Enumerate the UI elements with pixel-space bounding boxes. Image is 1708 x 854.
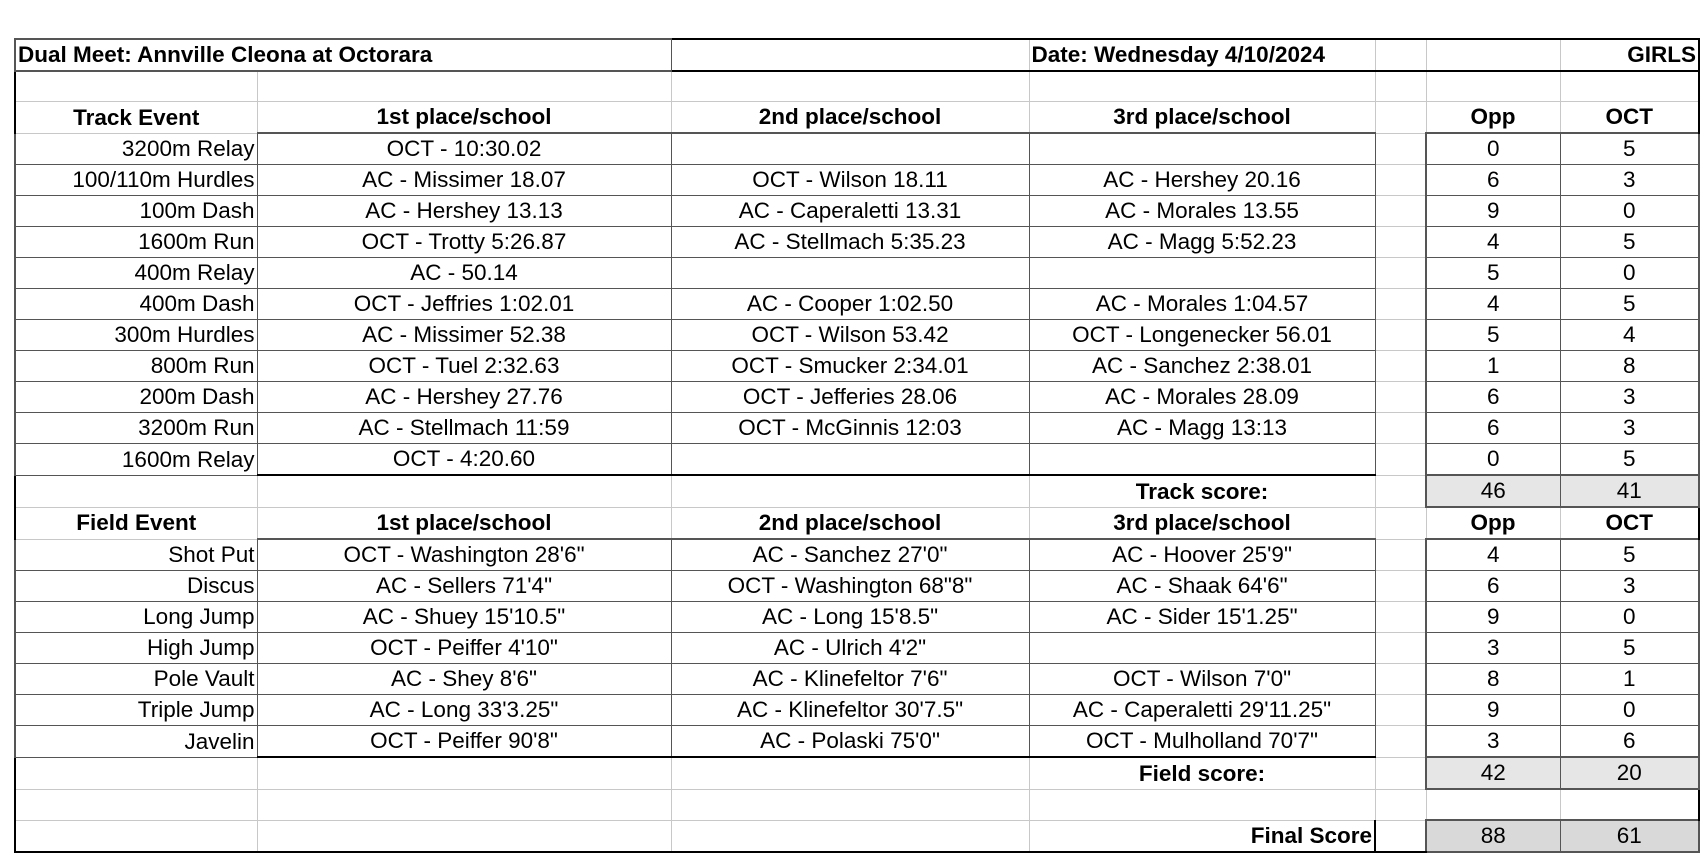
final-gap-cell (1375, 820, 1426, 852)
track-second-place: OCT - Wilson 18.11 (671, 165, 1029, 196)
track-gap-cell (1375, 413, 1426, 444)
field-opp-points: 9 (1426, 602, 1560, 633)
score-blank-cell (257, 757, 671, 789)
spacer-cell (671, 789, 1029, 820)
track-gap-cell (1375, 444, 1426, 476)
track-third-place: AC - Magg 5:52.23 (1029, 227, 1375, 258)
track-result-row (15, 165, 1699, 196)
track-gap-cell (1375, 320, 1426, 351)
field-third-header: 3rd place/school (1029, 507, 1375, 539)
spacer-cell (1029, 789, 1375, 820)
field-oct-points: 0 (1560, 695, 1699, 726)
track-first-place: OCT - Trotty 5:26.87 (257, 227, 671, 258)
track-third-place: AC - Hershey 20.16 (1029, 165, 1375, 196)
field-first-place: AC - Sellers 71'4" (257, 571, 671, 602)
track-event-header: Track Event (15, 102, 257, 134)
field-event-name: Pole Vault (15, 664, 257, 695)
track-event-name: 300m Hurdles (15, 320, 257, 351)
field-gap-cell (1375, 664, 1426, 695)
title-blank-cell (1375, 39, 1426, 71)
track-second-place: OCT - Jefferies 28.06 (671, 382, 1029, 413)
field-second-place: AC - Klinefeltor 7'6" (671, 664, 1029, 695)
final-score-label: Final Score (1029, 820, 1375, 852)
spacer-cell (15, 71, 257, 102)
field-header-row (15, 507, 1699, 539)
spacer-cell (1375, 71, 1426, 102)
field-opp-points: 6 (1426, 571, 1560, 602)
track-opp-points: 1 (1426, 351, 1560, 382)
track-event-name: 1600m Relay (15, 444, 257, 476)
field-second-place: AC - Klinefeltor 30'7.5" (671, 695, 1029, 726)
field-event-name: Long Jump (15, 602, 257, 633)
track-event-name: 100m Dash (15, 196, 257, 227)
track-gap-cell (1375, 196, 1426, 227)
division-label: GIRLS (1560, 39, 1699, 71)
track-result-row (15, 289, 1699, 320)
field-opp-points: 3 (1426, 726, 1560, 758)
field-gap-cell (1375, 539, 1426, 571)
field-score-label: Field score: (1029, 757, 1375, 789)
track-result-row (15, 227, 1699, 258)
field-second-place: OCT - Washington 68"8" (671, 571, 1029, 602)
track-first-place: AC - 50.14 (257, 258, 671, 289)
field-first-place: AC - Shuey 15'10.5" (257, 602, 671, 633)
track-result-row (15, 258, 1699, 289)
spacer-cell (257, 71, 671, 102)
results-table (14, 38, 1700, 853)
track-result-row (15, 351, 1699, 382)
track-first-place: AC - Stellmach 11:59 (257, 413, 671, 444)
track-second-place (671, 258, 1029, 289)
field-gap-cell (1375, 726, 1426, 758)
track-opp-points: 4 (1426, 289, 1560, 320)
field-event-name: Javelin (15, 726, 257, 758)
track-opp-points: 6 (1426, 382, 1560, 413)
track-second-place: AC - Caperaletti 13.31 (671, 196, 1029, 227)
field-first-header: 1st place/school (257, 507, 671, 539)
track-second-place: AC - Stellmach 5:35.23 (671, 227, 1029, 258)
field-third-place: OCT - Mulholland 70'7" (1029, 726, 1375, 758)
track-third-place (1029, 133, 1375, 165)
field-score-opp: 42 (1426, 757, 1560, 789)
track-third-place (1029, 258, 1375, 289)
track-first-place: AC - Hershey 27.76 (257, 382, 671, 413)
track-third-place: AC - Sanchez 2:38.01 (1029, 351, 1375, 382)
title-row (15, 39, 1699, 71)
field-gap-cell (1375, 571, 1426, 602)
field-oct-points: 3 (1560, 571, 1699, 602)
spacer-cell (15, 789, 257, 820)
track-result-row (15, 444, 1699, 476)
field-score-oct: 20 (1560, 757, 1699, 789)
track-gap-cell (1375, 133, 1426, 165)
field-result-row (15, 695, 1699, 726)
final-blank-cell (671, 820, 1029, 852)
track-oct-points: 0 (1560, 258, 1699, 289)
track-third-place: OCT - Longenecker 56.01 (1029, 320, 1375, 351)
track-first-place: AC - Missimer 18.07 (257, 165, 671, 196)
track-score-opp: 46 (1426, 475, 1560, 507)
track-oct-points: 5 (1560, 444, 1699, 476)
field-first-place: OCT - Washington 28'6" (257, 539, 671, 571)
field-opp-points: 8 (1426, 664, 1560, 695)
final-score-row (15, 820, 1699, 852)
track-gap-cell (1375, 351, 1426, 382)
field-result-row (15, 633, 1699, 664)
track-event-name: 1600m Run (15, 227, 257, 258)
final-blank-cell (15, 820, 257, 852)
track-opp-points: 0 (1426, 133, 1560, 165)
field-oct-points: 6 (1560, 726, 1699, 758)
track-oct-header: OCT (1560, 102, 1699, 134)
spacer-cell (1426, 71, 1560, 102)
track-first-place: AC - Hershey 13.13 (257, 196, 671, 227)
track-oct-points: 4 (1560, 320, 1699, 351)
field-first-place: AC - Long 33'3.25" (257, 695, 671, 726)
field-result-row (15, 602, 1699, 633)
track-second-place: OCT - Smucker 2:34.01 (671, 351, 1029, 382)
track-oct-points: 3 (1560, 413, 1699, 444)
field-result-row (15, 539, 1699, 571)
score-blank-cell (15, 757, 257, 789)
track-oct-points: 5 (1560, 289, 1699, 320)
field-event-name: Shot Put (15, 539, 257, 571)
field-second-header: 2nd place/school (671, 507, 1029, 539)
track-event-name: 400m Relay (15, 258, 257, 289)
score-gap-cell (1375, 475, 1426, 507)
track-score-label: Track score: (1029, 475, 1375, 507)
field-event-name: High Jump (15, 633, 257, 664)
score-blank-cell (671, 757, 1029, 789)
field-third-place: AC - Shaak 64'6" (1029, 571, 1375, 602)
track-third-place: AC - Morales 28.09 (1029, 382, 1375, 413)
field-first-place: AC - Shey 8'6" (257, 664, 671, 695)
track-opp-points: 5 (1426, 320, 1560, 351)
track-result-row (15, 133, 1699, 165)
header-gap-cell (1375, 102, 1426, 134)
track-event-name: 3200m Run (15, 413, 257, 444)
track-score-oct: 41 (1560, 475, 1699, 507)
track-event-name: 200m Dash (15, 382, 257, 413)
track-first-header: 1st place/school (257, 102, 671, 134)
track-event-name: 800m Run (15, 351, 257, 382)
track-oct-points: 3 (1560, 165, 1699, 196)
spacer-cell (1375, 789, 1426, 820)
track-first-place: OCT - Jeffries 1:02.01 (257, 289, 671, 320)
track-oct-points: 0 (1560, 196, 1699, 227)
field-event-name: Discus (15, 571, 257, 602)
track-result-row (15, 382, 1699, 413)
track-opp-points: 6 (1426, 165, 1560, 196)
track-second-header: 2nd place/school (671, 102, 1029, 134)
final-score-opp: 88 (1426, 820, 1560, 852)
spacer-cell (1426, 789, 1560, 820)
track-opp-points: 4 (1426, 227, 1560, 258)
track-gap-cell (1375, 382, 1426, 413)
field-opp-points: 3 (1426, 633, 1560, 664)
field-third-place: AC - Hoover 25'9" (1029, 539, 1375, 571)
final-blank-cell (257, 820, 671, 852)
field-third-place: AC - Sider 15'1.25" (1029, 602, 1375, 633)
field-oct-points: 5 (1560, 539, 1699, 571)
track-oct-points: 3 (1560, 382, 1699, 413)
score-blank-cell (671, 475, 1029, 507)
field-gap-cell (1375, 633, 1426, 664)
results-body (15, 39, 1699, 852)
field-oct-header: OCT (1560, 507, 1699, 539)
meet-date: Date: Wednesday 4/10/2024 (1029, 39, 1375, 71)
field-opp-points: 9 (1426, 695, 1560, 726)
track-event-name: 400m Dash (15, 289, 257, 320)
track-opp-points: 9 (1426, 196, 1560, 227)
track-event-name: 100/110m Hurdles (15, 165, 257, 196)
track-opp-points: 5 (1426, 258, 1560, 289)
field-oct-points: 0 (1560, 602, 1699, 633)
field-opp-points: 4 (1426, 539, 1560, 571)
track-first-place: OCT - Tuel 2:32.63 (257, 351, 671, 382)
title-blank-cell (1426, 39, 1560, 71)
track-result-row (15, 320, 1699, 351)
field-gap-cell (1375, 602, 1426, 633)
track-third-place: AC - Morales 1:04.57 (1029, 289, 1375, 320)
spacer-cell (1560, 71, 1699, 102)
score-blank-cell (257, 475, 671, 507)
field-second-place: AC - Sanchez 27'0" (671, 539, 1029, 571)
field-third-place: AC - Caperaletti 29'11.25" (1029, 695, 1375, 726)
track-result-row (15, 196, 1699, 227)
track-gap-cell (1375, 165, 1426, 196)
track-first-place: OCT - 10:30.02 (257, 133, 671, 165)
track-third-place (1029, 444, 1375, 476)
meet-title: Dual Meet: Annville Cleona at Octorara (15, 39, 671, 71)
spacer-cell (257, 789, 671, 820)
field-second-place: AC - Polaski 75'0" (671, 726, 1029, 758)
field-opp-header: Opp (1426, 507, 1560, 539)
field-first-place: OCT - Peiffer 4'10" (257, 633, 671, 664)
title-blank-cell (671, 39, 1029, 71)
spacer-cell (1560, 789, 1699, 820)
score-blank-cell (15, 475, 257, 507)
track-score-row (15, 475, 1699, 507)
track-oct-points: 5 (1560, 133, 1699, 165)
field-result-row (15, 726, 1699, 758)
track-second-place: AC - Cooper 1:02.50 (671, 289, 1029, 320)
field-third-place (1029, 633, 1375, 664)
field-oct-points: 1 (1560, 664, 1699, 695)
final-score-oct: 61 (1560, 820, 1699, 852)
spacer-row (15, 789, 1699, 820)
track-opp-header: Opp (1426, 102, 1560, 134)
meet-results-sheet (14, 38, 1700, 853)
header-gap-cell (1375, 507, 1426, 539)
spacer-row (15, 71, 1699, 102)
track-first-place: OCT - 4:20.60 (257, 444, 671, 476)
field-event-header: Field Event (15, 507, 257, 539)
field-oct-points: 5 (1560, 633, 1699, 664)
field-gap-cell (1375, 695, 1426, 726)
track-event-name: 3200m Relay (15, 133, 257, 165)
field-second-place: AC - Ulrich 4'2" (671, 633, 1029, 664)
field-first-place: OCT - Peiffer 90'8" (257, 726, 671, 758)
field-result-row (15, 664, 1699, 695)
score-gap-cell (1375, 757, 1426, 789)
track-first-place: AC - Missimer 52.38 (257, 320, 671, 351)
track-oct-points: 5 (1560, 227, 1699, 258)
track-gap-cell (1375, 227, 1426, 258)
field-third-place: OCT - Wilson 7'0" (1029, 664, 1375, 695)
field-result-row (15, 571, 1699, 602)
field-score-row (15, 757, 1699, 789)
track-result-row (15, 413, 1699, 444)
field-event-name: Triple Jump (15, 695, 257, 726)
track-third-place: AC - Magg 13:13 (1029, 413, 1375, 444)
track-second-place: OCT - McGinnis 12:03 (671, 413, 1029, 444)
track-opp-points: 0 (1426, 444, 1560, 476)
spacer-cell (1029, 71, 1375, 102)
spacer-cell (671, 71, 1029, 102)
track-opp-points: 6 (1426, 413, 1560, 444)
track-gap-cell (1375, 258, 1426, 289)
track-third-header: 3rd place/school (1029, 102, 1375, 134)
track-second-place (671, 444, 1029, 476)
track-second-place: OCT - Wilson 53.42 (671, 320, 1029, 351)
track-header-row (15, 102, 1699, 134)
track-third-place: AC - Morales 13.55 (1029, 196, 1375, 227)
field-second-place: AC - Long 15'8.5" (671, 602, 1029, 633)
track-oct-points: 8 (1560, 351, 1699, 382)
track-second-place (671, 133, 1029, 165)
track-gap-cell (1375, 289, 1426, 320)
